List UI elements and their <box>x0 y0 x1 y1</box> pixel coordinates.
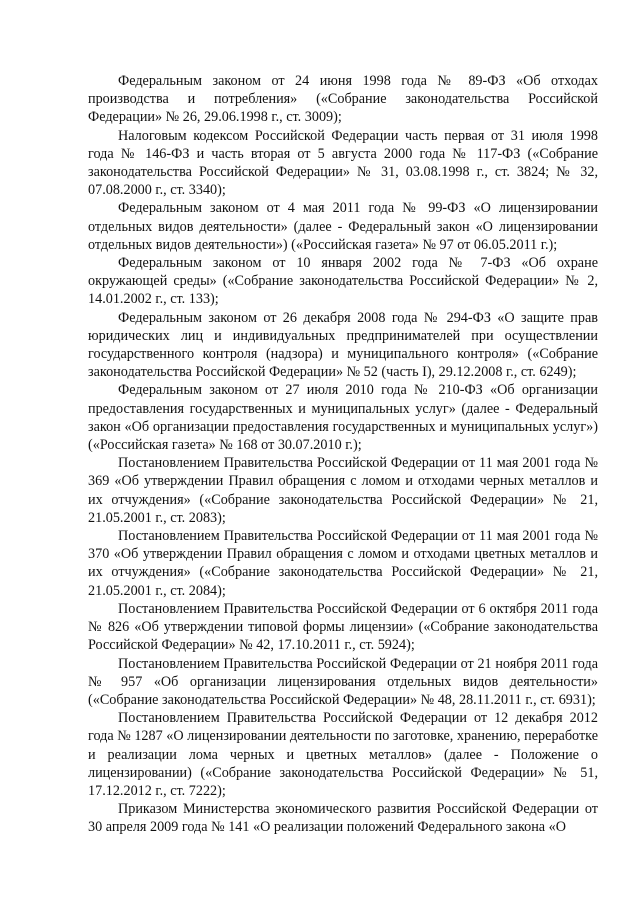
paragraph-federal-law-99: Федеральным законом от 4 мая 2011 года № 99-ФЗ «О лицензировании отдельных видов деятельности» (далее - Федеральный закон «О лицензировании отдельных видов деятельности») («Российская газета» № 97 от 06.05.2011 г.); <box>88 200 598 253</box>
paragraph-tax-code: Налоговым кодексом Российской Федерации часть первая от 31 июля 1998 года № 146-ФЗ и часть вторая от 5 августа 2000 года № 117-ФЗ («Собрание законодательства Российской Федерации» № 31, 03.08.1998 г., ст. 3824; № 32, 07.08.2000 г., ст. 3340); <box>88 127 598 199</box>
paragraph-federal-law-89: Федеральным законом от 24 июня 1998 года № 89-ФЗ «Об отходах производства и потребления» («Собрание законодательства Российской Федерации» № 26, 29.06.1998 г., ст. 3009); <box>88 73 598 126</box>
paragraph-resolution-957: Постановлением Правительства Российской Федерации от 21 ноября 2011 года № 957 «Об организации лицензирования отдельных видов деятельности» («Собрание законодательства Российской Федерации» № 48, 28.11.2011 г., ст. 6931); <box>88 655 598 708</box>
paragraph-resolution-826: Постановлением Правительства Российской Федерации от 6 октября 2011 года № 826 «Об утверждении типовой формы лицензии» («Собрание законодательства Российской Федерации» № 42, 17.10.2011 г., ст. 5924); <box>88 600 598 654</box>
document-body <box>88 72 598 837</box>
paragraph-resolution-369: Постановлением Правительства Российской Федерации от 11 мая 2001 года № 369 «Об утверждении Правил обращения с ломом и отходами черных металлов и их отчуждения» («Собрание законодательства Российской Федерации» № 21, 21.05.2001 г., ст. 2083); <box>88 455 598 526</box>
paragraph-federal-law-294: Федеральным законом от 26 декабря 2008 года № 294-ФЗ «О защите прав юридических лиц и индивидуальных предпринимателей при осуществлении государственного контроля (надзора) и муниципального контроля» («Собрание законодательства Российской Федерации» № 52 (часть I), 29.12.2008 г., ст. 6249); <box>88 309 598 381</box>
paragraph-federal-law-7: Федеральным законом от 10 января 2002 года № 7-ФЗ «Об охране окружающей среды» («Собрание законодательства Российской Федерации» № 2, 14.01.2002 г., ст. 133); <box>88 255 598 308</box>
paragraph-federal-law-210: Федеральным законом от 27 июля 2010 года № 210-ФЗ «Об организации предоставления государственных и муниципальных услуг» (далее - Федеральный закон «Об организации предоставления государственных и муниципальных услуг») («Российская газета» № 168 от 30.07.2010 г.); <box>88 382 598 454</box>
paragraph-resolution-370: Постановлением Правительства Российской Федерации от 11 мая 2001 года № 370 «Об утверждении Правил обращения с ломом и отходами цветных металлов и их отчуждения» («Собрание законодательства Российской Федерации» № 21, 21.05.2001 г., ст. 2084); <box>88 528 598 599</box>
paragraph-order-141: Приказом Министерства экономического развития Российской Федерации от 30 апреля 2009 года № 141 «О реализации положений Федерального закона «О <box>88 801 598 836</box>
paragraph-resolution-1287: Постановлением Правительства Российской Федерации от 12 декабря 2012 года № 1287 «О лицензировании деятельности по заготовке, хранению, переработке и реализации лома черных и цветных металлов» (далее - Положение о лицензировании) («Собрание законодательства Российской Федерации» № 51, 17.12.2012 г., ст. 7222); <box>88 710 598 799</box>
